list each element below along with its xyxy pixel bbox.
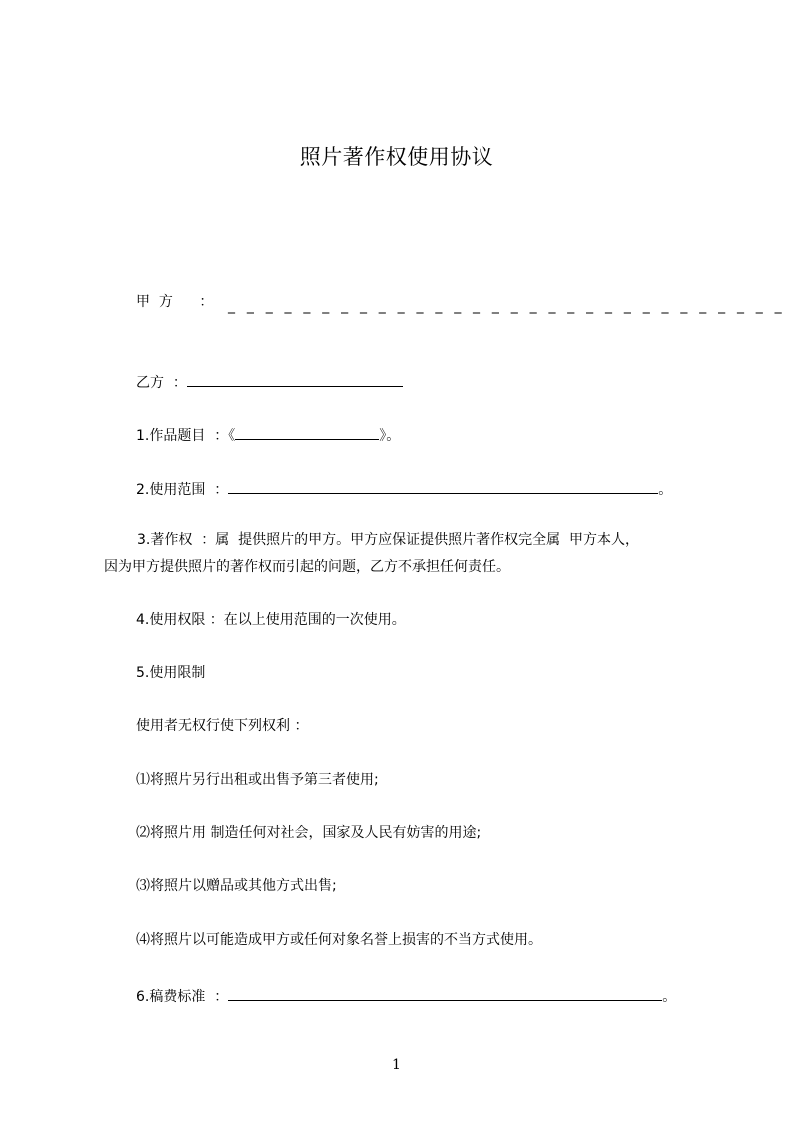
- item-1-label: 1.作品题目 ：《: [136, 428, 236, 444]
- restriction-item: ⑴将照片另行出租或出售予第三者使用;: [136, 772, 379, 788]
- item-5-line: 5.使用限制: [136, 665, 206, 681]
- item-2-label: 2.使用范围 ：: [136, 482, 229, 498]
- item-2-line: [136, 479, 672, 499]
- party-a-blank: _ _ _ _ _ _ _ _ _ _ _ _ _ _ _ _ _ _ _ _ _ _ _ _ _ _ _ _ _ _: [228, 298, 786, 314]
- item-3-paragraph: [104, 527, 704, 581]
- restriction-item: ⑷将照片以可能造成甲方或任何对象名誉上损害的不当方式使用。: [136, 932, 542, 948]
- item-2-blank: [228, 479, 658, 494]
- document-title: 照片著作权使用协议: [299, 145, 494, 169]
- party-b-label: 乙方 ：: [136, 375, 187, 391]
- item-2-suffix: 。: [658, 482, 673, 498]
- restriction-intro: 使用者无权行使下列权利 ：: [136, 718, 309, 734]
- party-a-line: [136, 293, 213, 311]
- item-3-line-2: 因为甲方提供照片的著作权而引起的问题，乙方不承担任何责任。: [104, 559, 510, 575]
- item-6-blank: [228, 986, 662, 1001]
- party-a-colon: ：: [199, 294, 214, 310]
- item-6-label: 6.稿费标准 ：: [136, 989, 229, 1005]
- restriction-item: ⑵将照片用 制造任何对社会，国家及人民有妨害的用途;: [136, 825, 482, 841]
- restriction-item: ⑶将照片以赠品或其他方式出售;: [136, 878, 337, 894]
- item-1-blank: [235, 425, 379, 440]
- party-a-label: 甲 方: [136, 294, 173, 310]
- party-b-line: [136, 372, 403, 392]
- item-6-suffix: 。: [662, 989, 677, 1005]
- item-1-line: [136, 425, 400, 445]
- page-number: 1: [392, 1057, 401, 1073]
- item-1-suffix: 》。: [379, 428, 401, 444]
- item-6-line: [136, 986, 676, 1006]
- item-3-line-1: 3.著作权 ：属 提供照片的甲方。甲方应保证提供照片著作权完全属 甲方本人，: [137, 532, 640, 548]
- party-b-blank: [187, 372, 403, 387]
- item-4-line: 4.使用权限 ：在以上使用范围的一次使用。: [136, 612, 406, 628]
